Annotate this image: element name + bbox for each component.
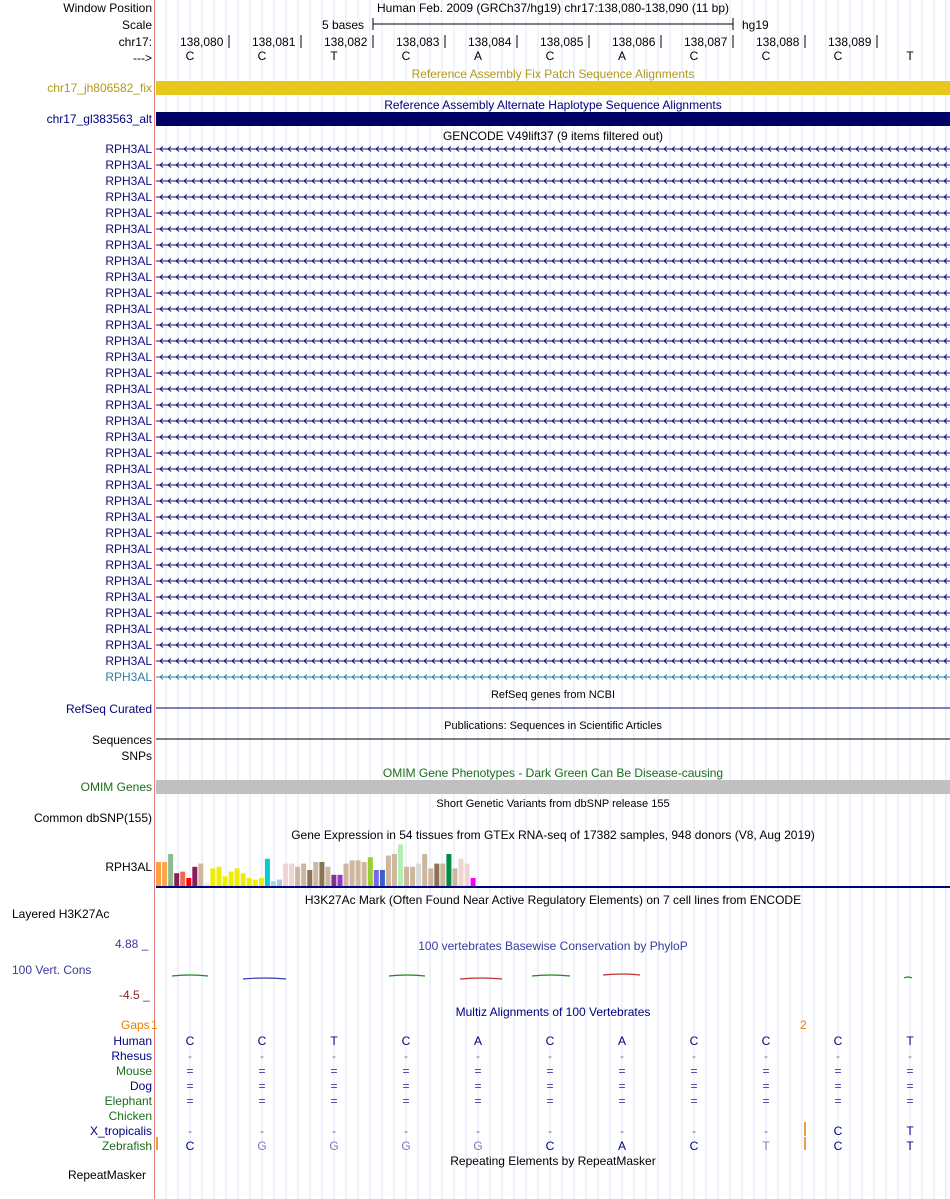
gencode-row-label[interactable]: RPH3AL bbox=[105, 222, 152, 236]
gtex-tissue-bar[interactable] bbox=[313, 862, 318, 886]
gencode-row-label[interactable]: RPH3AL bbox=[105, 510, 152, 524]
multiz-species-label[interactable]: Mouse bbox=[115, 1064, 152, 1078]
ruler-position[interactable]: 138,087 bbox=[684, 35, 728, 49]
multiz-base: - bbox=[548, 1124, 552, 1138]
gtex-tissue-bar[interactable] bbox=[398, 844, 403, 886]
multiz-base: - bbox=[260, 1049, 264, 1063]
multiz-base: = bbox=[330, 1094, 338, 1108]
multiz-base: - bbox=[332, 1124, 336, 1138]
multiz-base: T bbox=[762, 1139, 770, 1153]
publications-title[interactable]: Publications: Sequences in Scientific Articles bbox=[444, 720, 662, 732]
gencode-row-label[interactable]: RPH3AL bbox=[105, 190, 152, 204]
dbsnp-label[interactable]: Common dbSNP(155) bbox=[33, 811, 152, 825]
gencode-row-label[interactable]: RPH3AL bbox=[105, 478, 152, 492]
gencode-row-label[interactable]: RPH3AL bbox=[105, 334, 152, 348]
gencode-row-label[interactable]: RPH3AL bbox=[105, 654, 152, 668]
omim-title[interactable]: OMIM Gene Phenotypes - Dark Green Can Be Disease-causing bbox=[382, 766, 724, 780]
gtex-tissue-bar[interactable] bbox=[344, 864, 349, 886]
gtex-tissue-bar[interactable] bbox=[307, 870, 312, 886]
gtex-tissue-bar[interactable] bbox=[283, 864, 288, 886]
gencode-row-label[interactable]: RPH3AL bbox=[105, 622, 152, 636]
gencode-row-label[interactable]: RPH3AL bbox=[105, 446, 152, 460]
gencode-row-label[interactable]: RPH3AL bbox=[105, 558, 152, 572]
ruler-position[interactable]: 138,082 bbox=[324, 35, 368, 49]
phylop-signal[interactable] bbox=[243, 978, 286, 979]
multiz-base: C bbox=[833, 1139, 843, 1153]
gtex-tissue-bar[interactable] bbox=[404, 867, 409, 886]
multiz-base: A bbox=[617, 1034, 626, 1048]
scale-label: Scale bbox=[121, 18, 152, 32]
multiz-base: - bbox=[620, 1124, 624, 1138]
gtex-tissue-bar[interactable] bbox=[374, 870, 379, 886]
ruler-base: C bbox=[833, 49, 843, 63]
alt-haplotype-label[interactable]: chr17_gl383563_alt bbox=[46, 112, 152, 126]
multiz-base: = bbox=[762, 1094, 770, 1108]
gencode-row-label[interactable]: RPH3AL bbox=[105, 526, 152, 540]
gtex-tissue-bar[interactable] bbox=[162, 862, 167, 886]
ruler-base: T bbox=[330, 49, 338, 63]
multiz-species-label[interactable]: Zebrafish bbox=[101, 1139, 152, 1153]
phylop-signal[interactable] bbox=[603, 974, 640, 975]
phylop-signal[interactable] bbox=[460, 978, 502, 979]
h3k27ac-title[interactable]: H3K27Ac Mark (Often Found Near Active Regulatory Elements) on 7 cell lines from ENCODE bbox=[304, 893, 802, 907]
gtex-tissue-bar[interactable] bbox=[295, 867, 300, 886]
multiz-base: C bbox=[833, 1034, 843, 1048]
gtex-tissue-bar[interactable] bbox=[446, 854, 451, 886]
multiz-base: - bbox=[332, 1049, 336, 1063]
gencode-row-label[interactable]: RPH3AL bbox=[105, 494, 152, 508]
phylop-signal[interactable] bbox=[904, 977, 912, 978]
multiz-base: C bbox=[185, 1139, 195, 1153]
multiz-species-label[interactable]: Human bbox=[113, 1034, 152, 1048]
gtex-tissue-bar[interactable] bbox=[392, 854, 397, 886]
multiz-base: = bbox=[690, 1064, 698, 1078]
ruler-base: C bbox=[257, 49, 267, 63]
multiz-base: = bbox=[546, 1064, 554, 1078]
gtex-tissue-bar[interactable] bbox=[422, 854, 427, 886]
multiz-base: = bbox=[186, 1094, 194, 1108]
gtex-tissue-bar[interactable] bbox=[247, 878, 252, 886]
dbsnp-title[interactable]: Short Genetic Variants from dbSNP release 155 bbox=[436, 798, 670, 810]
gencode-row-label[interactable]: RPH3AL bbox=[105, 542, 152, 556]
gencode-row-label[interactable]: RPH3AL bbox=[105, 382, 152, 396]
gencode-row-label[interactable]: RPH3AL bbox=[105, 158, 152, 172]
multiz-base: = bbox=[402, 1079, 410, 1093]
multiz-species-label[interactable]: Rhesus bbox=[111, 1049, 152, 1063]
repeatmasker-label[interactable]: RepeatMasker bbox=[68, 1168, 147, 1182]
ruler-position[interactable]: 138,088 bbox=[756, 35, 800, 49]
gencode-row-label[interactable]: RPH3AL bbox=[105, 590, 152, 604]
gtex-tissue-bar[interactable] bbox=[428, 868, 433, 886]
ruler-position[interactable]: 138,081 bbox=[252, 35, 296, 49]
gtex-tissue-bar[interactable] bbox=[380, 870, 385, 886]
multiz-base: = bbox=[330, 1064, 338, 1078]
chr-label: chr17: bbox=[118, 35, 152, 49]
gencode-row-label[interactable]: RPH3AL bbox=[105, 238, 152, 252]
multiz-base: - bbox=[260, 1124, 264, 1138]
gtex-tissue-bar[interactable] bbox=[259, 878, 264, 886]
gtex-tissue-bar[interactable] bbox=[350, 860, 355, 886]
refseq-label[interactable]: RefSeq Curated bbox=[65, 702, 152, 716]
gtex-tissue-bar[interactable] bbox=[386, 856, 391, 886]
multiz-base: = bbox=[402, 1094, 410, 1108]
gtex-tissue-bar[interactable] bbox=[416, 864, 421, 886]
multiz-base: = bbox=[546, 1094, 554, 1108]
gtex-tissue-bar[interactable] bbox=[452, 868, 457, 886]
gtex-tissue-bar[interactable] bbox=[301, 864, 306, 886]
gencode-row-label[interactable]: RPH3AL bbox=[105, 350, 152, 364]
multiz-base: = bbox=[906, 1064, 914, 1078]
multiz-base: = bbox=[618, 1079, 626, 1093]
gtex-tissue-bar[interactable] bbox=[356, 860, 361, 886]
omim-label[interactable]: OMIM Genes bbox=[80, 780, 152, 794]
multiz-base: C bbox=[833, 1124, 843, 1138]
ruler-position[interactable]: 138,084 bbox=[468, 35, 512, 49]
ruler-position[interactable]: 138,086 bbox=[612, 35, 656, 49]
multiz-base: G bbox=[473, 1139, 483, 1153]
gencode-row-label[interactable]: RPH3AL bbox=[105, 270, 152, 284]
gap-marker-2: 2 bbox=[800, 1018, 807, 1032]
gencode-row-label[interactable]: RPH3AL bbox=[105, 462, 152, 476]
multiz-base: G bbox=[329, 1139, 339, 1153]
multiz-base: A bbox=[617, 1139, 626, 1153]
refseq-title[interactable]: RefSeq genes from NCBI bbox=[490, 689, 616, 701]
gtex-tissue-bar[interactable] bbox=[338, 875, 343, 886]
window-position-text[interactable]: Human Feb. 2009 (GRCh37/hg19) chr17:138,080-138,090 (11 bp) bbox=[376, 1, 729, 15]
multiz-base: = bbox=[474, 1064, 482, 1078]
fix-patch-label[interactable]: chr17_jh806582_fix bbox=[47, 81, 152, 95]
multiz-base: = bbox=[834, 1064, 842, 1078]
phylop-signal[interactable] bbox=[532, 975, 570, 976]
sequences-label[interactable]: Sequences bbox=[91, 733, 152, 747]
gtex-tissue-bar[interactable] bbox=[235, 868, 240, 886]
multiz-base: = bbox=[186, 1079, 194, 1093]
ruler-base: A bbox=[617, 49, 626, 63]
gtex-tissue-bar[interactable] bbox=[289, 864, 294, 886]
ruler-base: T bbox=[906, 49, 914, 63]
multiz-base: - bbox=[548, 1049, 552, 1063]
gaps-label: Gaps bbox=[121, 1018, 150, 1032]
gtex-tissue-bar[interactable] bbox=[319, 862, 324, 886]
multiz-base: T bbox=[330, 1034, 338, 1048]
gtex-tissue-bar[interactable] bbox=[368, 857, 373, 886]
multiz-base: T bbox=[906, 1034, 914, 1048]
phylop-signal[interactable] bbox=[389, 975, 425, 976]
gtex-tissue-bar[interactable] bbox=[168, 854, 173, 886]
multiz-base: = bbox=[690, 1094, 698, 1108]
multiz-base: = bbox=[258, 1094, 266, 1108]
phylop-max: 4.88 _ bbox=[115, 937, 149, 951]
gencode-row-label[interactable]: RPH3AL bbox=[105, 286, 152, 300]
multiz-base: C bbox=[257, 1034, 267, 1048]
multiz-base: = bbox=[690, 1079, 698, 1093]
gtex-tissue-bar[interactable] bbox=[362, 862, 367, 886]
multiz-base: - bbox=[620, 1049, 624, 1063]
multiz-base: C bbox=[689, 1034, 699, 1048]
multiz-base: - bbox=[764, 1124, 768, 1138]
ruler-base: A bbox=[473, 49, 482, 63]
gtex-tissue-bar[interactable] bbox=[434, 864, 439, 886]
multiz-base: - bbox=[692, 1049, 696, 1063]
gtex-tissue-bar[interactable] bbox=[471, 878, 476, 886]
strand-label: ---> bbox=[133, 51, 152, 65]
gencode-row-label[interactable]: RPH3AL bbox=[105, 430, 152, 444]
ruler-position[interactable]: 138,085 bbox=[540, 35, 584, 49]
window-position-label: Window Position bbox=[63, 1, 152, 15]
multiz-base: = bbox=[906, 1094, 914, 1108]
repeatmasker-title[interactable]: Repeating Elements by RepeatMasker bbox=[450, 1154, 656, 1168]
gtex-tissue-bar[interactable] bbox=[174, 873, 179, 886]
multiz-base: - bbox=[476, 1049, 480, 1063]
gtex-tissue-bar[interactable] bbox=[210, 868, 215, 886]
gencode-row-label[interactable]: RPH3AL bbox=[105, 414, 152, 428]
multiz-base: - bbox=[764, 1049, 768, 1063]
gencode-row-label[interactable]: RPH3AL bbox=[105, 174, 152, 188]
gencode-title[interactable]: GENCODE V49lift37 (9 items filtered out) bbox=[442, 129, 664, 143]
gencode-row-label[interactable]: RPH3AL bbox=[105, 638, 152, 652]
gencode-row-label[interactable]: RPH3AL bbox=[105, 318, 152, 332]
multiz-base: = bbox=[258, 1079, 266, 1093]
multiz-base: = bbox=[186, 1064, 194, 1078]
multiz-base: G bbox=[401, 1139, 411, 1153]
gencode-row-label[interactable]: RPH3AL bbox=[105, 574, 152, 588]
gtex-tissue-bar[interactable] bbox=[265, 859, 270, 886]
gtex-tissue-bar[interactable] bbox=[192, 867, 197, 886]
multiz-title[interactable]: Multiz Alignments of 100 Vertebrates bbox=[455, 1005, 651, 1019]
multiz-base: = bbox=[762, 1064, 770, 1078]
multiz-base: C bbox=[689, 1139, 699, 1153]
fix-patch-title[interactable]: Reference Assembly Fix Patch Sequence Alignments bbox=[411, 67, 695, 81]
gencode-row-label[interactable]: RPH3AL bbox=[105, 366, 152, 380]
gtex-tissue-bar[interactable] bbox=[204, 883, 209, 886]
phylop-signal[interactable] bbox=[172, 975, 208, 976]
multiz-base: C bbox=[761, 1034, 771, 1048]
gencode-row-label[interactable]: RPH3AL bbox=[105, 254, 152, 268]
multiz-base: - bbox=[188, 1124, 192, 1138]
multiz-base: - bbox=[404, 1124, 408, 1138]
multiz-species-label[interactable]: Dog bbox=[129, 1079, 152, 1093]
phylop-title[interactable]: 100 vertebrates Basewise Conservation by PhyloP bbox=[418, 939, 688, 953]
alt-haplotype-title[interactable]: Reference Assembly Alternate Haplotype Sequence Alignments bbox=[384, 98, 722, 112]
gtex-tissue-bar[interactable] bbox=[156, 862, 161, 886]
gtex-tissue-bar[interactable] bbox=[459, 859, 464, 886]
ruler-position[interactable]: 138,080 bbox=[180, 35, 224, 49]
ruler-base: C bbox=[689, 49, 699, 63]
gtex-title[interactable]: Gene Expression in 54 tissues from GTEx RNA-seq of 17382 samples, 948 donors (V8, Aug 2019) bbox=[291, 828, 815, 842]
gtex-tissue-bar[interactable] bbox=[186, 878, 191, 886]
multiz-base: = bbox=[762, 1079, 770, 1093]
multiz-base: T bbox=[906, 1124, 914, 1138]
scale-text: 5 bases bbox=[322, 18, 365, 32]
multiz-base: = bbox=[834, 1094, 842, 1108]
multiz-base: = bbox=[546, 1079, 554, 1093]
gtex-tissue-bar[interactable] bbox=[229, 872, 234, 886]
multiz-species-label[interactable]: X_tropicalis bbox=[89, 1124, 152, 1138]
h3k27ac-label[interactable]: Layered H3K27Ac bbox=[12, 907, 110, 921]
multiz-base: A bbox=[473, 1034, 482, 1048]
multiz-base: - bbox=[908, 1049, 912, 1063]
multiz-base: - bbox=[836, 1049, 840, 1063]
gap-marker-1: 1 bbox=[151, 1018, 158, 1032]
gtex-tissue-bar[interactable] bbox=[253, 880, 258, 886]
multiz-base: - bbox=[188, 1049, 192, 1063]
multiz-base: = bbox=[474, 1094, 482, 1108]
gtex-tissue-bar[interactable] bbox=[465, 864, 470, 886]
ruler-position[interactable]: 138,083 bbox=[396, 35, 440, 49]
multiz-base: = bbox=[906, 1079, 914, 1093]
phylop-min: -4.5 _ bbox=[119, 988, 150, 1002]
gtex-tissue-bar[interactable] bbox=[440, 864, 445, 886]
gencode-row-label[interactable]: RPH3AL bbox=[105, 398, 152, 412]
multiz-base: - bbox=[476, 1124, 480, 1138]
multiz-base: G bbox=[257, 1139, 267, 1153]
multiz-base: C bbox=[545, 1139, 555, 1153]
gtex-tissue-bar[interactable] bbox=[325, 867, 330, 886]
multiz-base: = bbox=[618, 1064, 626, 1078]
multiz-species-label[interactable]: Chicken bbox=[108, 1109, 152, 1123]
gencode-row-label[interactable]: RPH3AL bbox=[105, 206, 152, 220]
multiz-base: T bbox=[906, 1139, 914, 1153]
multiz-base: C bbox=[185, 1034, 195, 1048]
gtex-tissue-bar[interactable] bbox=[217, 867, 222, 886]
multiz-base: = bbox=[258, 1064, 266, 1078]
gtex-tissue-bar[interactable] bbox=[331, 875, 336, 886]
ruler-base: C bbox=[401, 49, 411, 63]
gencode-row-label[interactable]: RPH3AL bbox=[105, 302, 152, 316]
assembly-label: hg19 bbox=[742, 18, 769, 32]
snps-label[interactable]: SNPs bbox=[121, 749, 152, 763]
phylop-label[interactable]: 100 Vert. Cons bbox=[12, 963, 92, 977]
multiz-base: = bbox=[834, 1079, 842, 1093]
gtex-tissue-bar[interactable] bbox=[198, 864, 203, 886]
gtex-tissue-bar[interactable] bbox=[277, 880, 282, 886]
gtex-tissue-bar[interactable] bbox=[223, 876, 228, 886]
gencode-row-label[interactable]: RPH3AL bbox=[105, 606, 152, 620]
ruler-position[interactable]: 138,089 bbox=[828, 35, 872, 49]
gtex-tissue-bar[interactable] bbox=[410, 867, 415, 886]
multiz-base: - bbox=[404, 1049, 408, 1063]
multiz-base: C bbox=[545, 1034, 555, 1048]
multiz-base: = bbox=[330, 1079, 338, 1093]
gencode-row-label[interactable]: RPH3AL bbox=[105, 670, 152, 684]
gencode-row-label[interactable]: RPH3AL bbox=[105, 142, 152, 156]
multiz-base: = bbox=[474, 1079, 482, 1093]
multiz-base: - bbox=[692, 1124, 696, 1138]
multiz-base: C bbox=[401, 1034, 411, 1048]
ruler-base: C bbox=[545, 49, 555, 63]
gtex-label[interactable]: RPH3AL bbox=[105, 860, 152, 874]
multiz-base: = bbox=[618, 1094, 626, 1108]
multiz-base: = bbox=[402, 1064, 410, 1078]
ruler-base: C bbox=[761, 49, 771, 63]
ruler-base: C bbox=[185, 49, 195, 63]
gtex-tissue-bar[interactable] bbox=[271, 881, 276, 886]
multiz-species-label[interactable]: Elephant bbox=[104, 1094, 152, 1108]
gtex-tissue-bar[interactable] bbox=[241, 873, 246, 886]
gtex-tissue-bar[interactable] bbox=[180, 872, 185, 886]
